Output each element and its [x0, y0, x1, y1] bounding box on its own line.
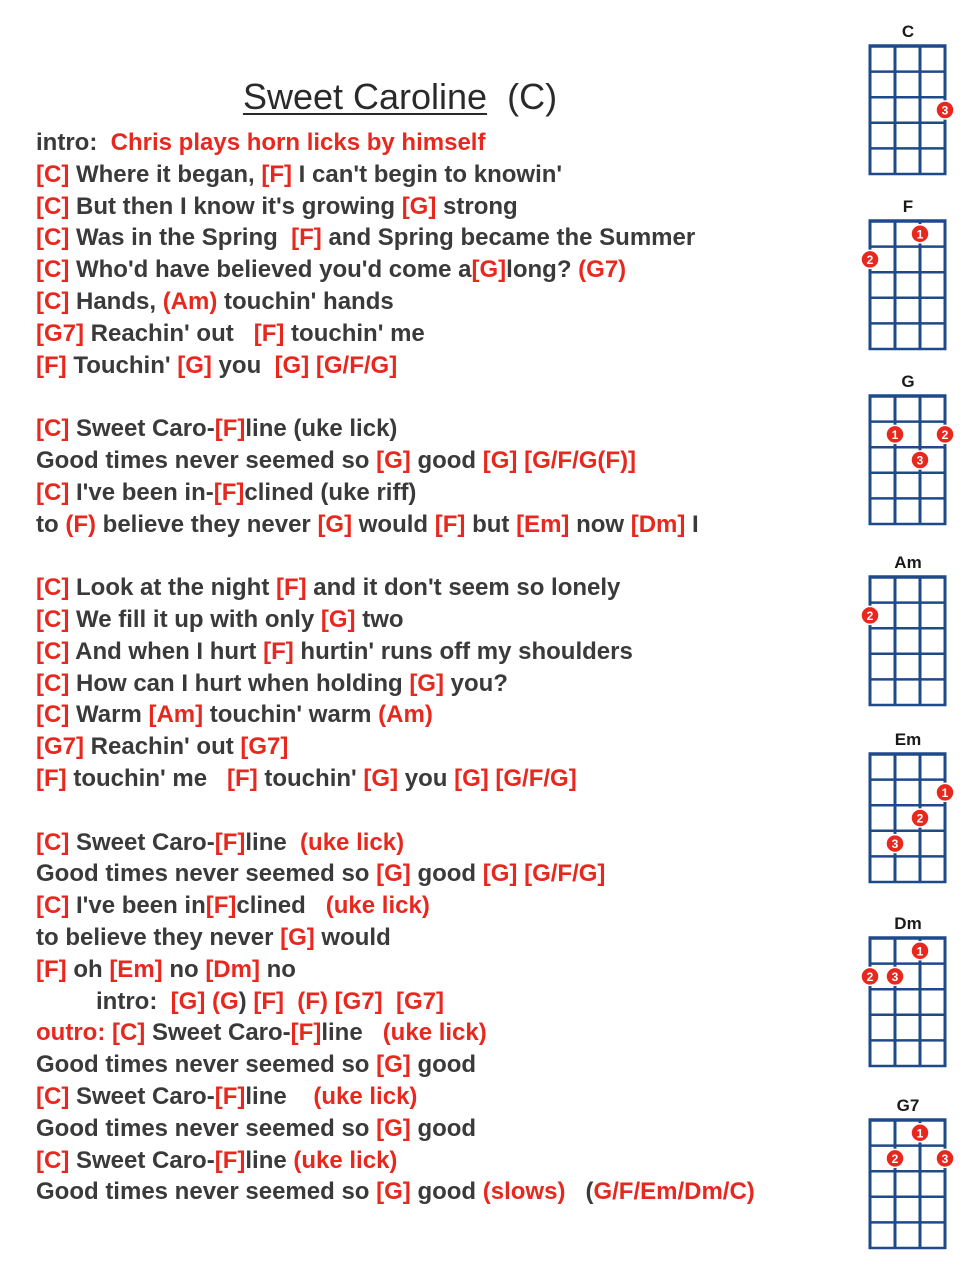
finger-number: 1: [916, 227, 924, 242]
chord-mark: [G7]: [36, 319, 84, 347]
lyric-text: line (uke lick): [245, 415, 398, 443]
finger-dot: [911, 942, 929, 960]
lyric-text: line: [245, 1146, 294, 1174]
finger-dot: [886, 425, 904, 443]
lyric-text: no: [259, 955, 296, 983]
chord-mark: [F]: [36, 351, 67, 379]
lyric-line: [36, 127, 485, 159]
lyric-text: ): [238, 987, 254, 1015]
chord-mark: (G7): [578, 256, 627, 284]
lyric-line: [36, 318, 425, 350]
chord-diagram: [858, 197, 980, 367]
lyric-text: you: [398, 765, 455, 792]
chord-mark: [G7]: [240, 733, 289, 761]
chord-mark: [C]: [36, 606, 70, 633]
lyric-text: Sweet Caro-: [69, 828, 215, 856]
chord-mark: [G]: [409, 669, 444, 697]
lyric-text: touchin' me: [66, 765, 228, 792]
chord-mark: [G]: [280, 924, 315, 951]
lyric-text: line: [245, 828, 301, 856]
lyric-line: [36, 986, 444, 1018]
chord-mark: [F]: [290, 1019, 322, 1047]
lyric-text: strong: [436, 192, 518, 220]
lyric-text: Who'd have believed you'd come a: [69, 256, 472, 284]
chord-mark: [Dm]: [205, 955, 260, 983]
lyric-text: good: [410, 447, 483, 474]
title-key: (C): [507, 76, 558, 117]
finger-dot: [911, 451, 929, 469]
lyric-text: Look at the night: [69, 574, 276, 602]
chord-diagram-column: [858, 0, 980, 1279]
finger-number: 2: [916, 811, 924, 826]
finger-dot: [886, 1149, 904, 1167]
finger-number: 2: [866, 608, 874, 623]
chord-mark: [F] (F) [G7] [G7]: [253, 987, 444, 1015]
chord-mark: [C]: [36, 1146, 70, 1174]
lyric-text: would: [352, 510, 435, 538]
lyric-line: [36, 1017, 487, 1049]
lyric-text: Sweet Caro-: [69, 1083, 215, 1110]
chord-mark: [C]: [36, 288, 70, 315]
chord-fretboard: [858, 934, 968, 1074]
lyric-line: [36, 286, 394, 318]
lyric-text: Reachin' out: [84, 733, 241, 761]
finger-dot: [886, 967, 904, 985]
lyric-text: intro:: [36, 129, 111, 156]
lyric-text: line: [321, 1019, 383, 1047]
lyric-line: [36, 191, 518, 223]
chord-mark: [C]: [36, 701, 70, 729]
chord-mark: [F]: [36, 765, 67, 792]
lyric-text: and it don't seem so lonely: [306, 574, 621, 602]
chord-mark: [C]: [36, 478, 70, 506]
lyric-line: [36, 350, 397, 382]
chord-mark: G/F/Em/Dm/C): [593, 1178, 755, 1206]
lyric-text: Sweet Caro-: [69, 1146, 215, 1174]
lyric-line: [36, 509, 699, 541]
chord-mark: [G]: [317, 510, 353, 538]
chord-mark: [G] (G: [170, 987, 239, 1015]
song-title: [0, 76, 800, 118]
chord-mark: (uke lick): [300, 828, 405, 856]
lyric-text: Sweet Caro-: [145, 1019, 291, 1047]
lyric-text: And when I hurt: [69, 637, 264, 665]
chord-mark: (Am): [162, 288, 218, 315]
lyric-text: touchin' hands: [217, 288, 394, 315]
lyric-text: Warm: [69, 701, 149, 729]
lyric-text: and Spring became the Summer: [321, 224, 696, 252]
chord-mark: [C]: [36, 574, 70, 602]
lyric-text: But then I know it's growing: [69, 192, 402, 220]
chord-mark: [G]: [401, 192, 437, 220]
chord-mark: (slows): [482, 1178, 566, 1206]
finger-dot: [861, 967, 879, 985]
lyric-text: long?: [506, 256, 579, 284]
chord-mark: [G] [G/F/G]: [454, 765, 577, 792]
finger-dot: [936, 783, 954, 801]
chord-mark: [F]: [227, 765, 258, 792]
lyric-text: Good times never seemed so: [36, 447, 377, 474]
chord-diagram-name: Dm: [894, 914, 922, 933]
lyric-text: line: [245, 1083, 314, 1110]
finger-dot: [911, 225, 929, 243]
chord-mark: [G]: [376, 1051, 411, 1079]
lyric-text: but: [465, 510, 517, 538]
finger-number: 1: [916, 944, 924, 959]
lyric-text: I've been in-: [69, 478, 214, 506]
chord-mark: [F]: [261, 160, 293, 188]
chord-mark: [F]: [36, 955, 67, 983]
lyric-text: Good times never seemed so: [36, 1051, 377, 1079]
chord-fretboard: [858, 573, 968, 713]
lyric-text: good: [410, 1114, 477, 1142]
finger-number: 2: [866, 252, 874, 267]
lyric-text: clined (uke riff): [244, 478, 417, 506]
chord-mark: [G]: [376, 447, 411, 474]
chord-mark: [C]: [36, 1083, 70, 1110]
lyric-line: [36, 668, 508, 700]
finger-number: 3: [916, 453, 924, 468]
chord-diagram: [858, 730, 980, 900]
finger-number: 2: [891, 1151, 899, 1166]
finger-number: 3: [941, 1151, 949, 1166]
finger-dot: [936, 1149, 954, 1167]
finger-number: 3: [891, 969, 899, 984]
finger-number: 2: [941, 427, 949, 442]
chord-mark: [C]: [36, 160, 70, 188]
lyric-text: We fill it up with only: [69, 606, 321, 633]
lyric-text: Reachin' out: [84, 319, 254, 347]
finger-dot: [936, 425, 954, 443]
chord-fretboard: [858, 1116, 968, 1256]
lyric-line: [36, 827, 404, 859]
chord-mark: [C]: [36, 224, 70, 252]
chord-mark: [G] [G/F/G(F)]: [482, 447, 637, 474]
chord-mark: [G] [G/F/G]: [482, 860, 606, 888]
finger-dot: [886, 835, 904, 853]
finger-dot: [911, 809, 929, 827]
lyric-text: would: [314, 924, 391, 951]
chord-diagram: [858, 1096, 980, 1266]
lyric-line: [36, 858, 605, 890]
chord-diagram-name: Am: [894, 553, 922, 572]
finger-dot: [861, 606, 879, 624]
lyric-text: believe they never: [95, 510, 318, 538]
chord-mark: [C]: [36, 637, 70, 665]
lyric-line: [36, 572, 620, 604]
lyric-line: [36, 445, 636, 477]
lyric-text: to: [36, 510, 66, 538]
lyric-line: [36, 413, 397, 445]
lyric-line: [36, 254, 626, 286]
chord-mark: [F]: [263, 637, 294, 665]
lyric-text: intro:: [36, 987, 171, 1015]
lyric-text: touchin' me: [284, 319, 425, 347]
chord-fretboard: [858, 217, 968, 357]
chord-mark: [Am]: [148, 701, 204, 729]
finger-dot: [936, 101, 954, 119]
lyric-line: [36, 1081, 417, 1113]
finger-dot: [911, 1124, 929, 1142]
lyric-line: [36, 731, 288, 763]
lyric-line: [36, 763, 577, 795]
lyric-text: clined: [236, 892, 326, 920]
chord-mark: [F]: [253, 319, 285, 347]
lyric-text: good: [410, 1178, 483, 1206]
chord-mark: [F]: [291, 224, 322, 252]
chord-mark: Chris plays horn licks by himself: [110, 129, 486, 156]
lyric-text: now: [569, 510, 631, 538]
lyric-line: [36, 636, 633, 668]
chord-mark: [Em]: [516, 510, 570, 538]
chord-diagram: [858, 553, 980, 723]
chord-mark: [Em]: [109, 955, 163, 983]
chord-diagram-name: G7: [896, 1096, 920, 1115]
chord-mark: [C]: [36, 828, 70, 856]
lyric-text: How can I hurt when holding: [69, 669, 410, 697]
chord-mark: [G]: [363, 765, 399, 792]
lyric-text: touchin' warm: [203, 701, 379, 729]
chord-mark: [G]: [320, 606, 356, 633]
chord-mark: (Am): [378, 701, 433, 729]
chord-mark: [Dm]: [630, 510, 686, 538]
chord-mark: [C]: [36, 415, 70, 443]
lyric-line: [36, 954, 296, 986]
lyric-text: touchin': [257, 765, 364, 792]
chord-mark: [G]: [177, 351, 212, 379]
finger-dot: [861, 250, 879, 268]
lyric-text: Where it began,: [69, 160, 262, 188]
chord-mark: [F]: [214, 415, 246, 443]
chord-fretboard: [858, 42, 968, 182]
chord-diagram: [858, 914, 980, 1084]
finger-number: 1: [916, 1126, 924, 1141]
chord-mark: [G]: [376, 1114, 411, 1142]
lyric-line: [36, 604, 404, 636]
lyric-text: Touchin': [66, 351, 178, 379]
chord-mark: (F): [65, 510, 96, 538]
lyric-text: good: [410, 860, 483, 888]
chord-mark: (uke lick): [313, 1083, 418, 1110]
lyric-text: oh: [66, 955, 110, 983]
lyric-text: two: [355, 606, 404, 633]
lyric-text: no: [162, 955, 206, 983]
lyric-line: [36, 1176, 755, 1208]
lyric-text: Good times never seemed so: [36, 860, 377, 888]
chord-mark: [G]: [471, 256, 507, 284]
lyric-text: you?: [443, 669, 508, 697]
lyric-text: (: [565, 1178, 594, 1206]
chord-mark: outro: [C]: [36, 1019, 146, 1047]
chord-mark: [F]: [214, 1146, 246, 1174]
lyric-line: [36, 1113, 476, 1145]
title-name: Sweet Caroline: [242, 76, 488, 117]
lyric-text: Sweet Caro-: [69, 415, 215, 443]
chord-mark: [C]: [36, 192, 70, 220]
lyric-line: [36, 477, 416, 509]
chord-fretboard: [858, 392, 968, 532]
lyric-line: [36, 922, 391, 954]
chord-mark: [G] [G/F/G]: [274, 351, 398, 379]
lyric-text: I: [685, 510, 699, 538]
chord-mark: [F]: [213, 478, 245, 506]
chord-mark: [F]: [214, 828, 246, 856]
lyric-text: good: [410, 1051, 477, 1079]
chord-mark: [G7]: [36, 733, 84, 761]
lyric-text: Good times never seemed so: [36, 1114, 377, 1142]
chord-diagram-name: F: [902, 197, 914, 216]
lyric-text: I can't begin to knowin': [292, 160, 563, 188]
chord-mark: [C]: [36, 669, 70, 697]
chord-mark: [F]: [275, 574, 307, 602]
lyric-text: hurtin' runs off my shoulders: [293, 637, 633, 665]
chord-mark: [C]: [36, 892, 70, 920]
lyric-text: to believe they never: [36, 924, 281, 951]
lyric-text: Good times never seemed so: [36, 1178, 377, 1206]
chord-mark: [F]: [214, 1083, 246, 1110]
lyric-text: Was in the Spring: [69, 224, 292, 252]
chord-fretboard: [858, 750, 968, 890]
chord-mark: [F]: [205, 892, 237, 920]
lyric-line: [36, 222, 695, 254]
chord-diagram-name: C: [901, 22, 915, 41]
lyric-text: you: [211, 351, 275, 379]
lyric-line: [36, 699, 433, 731]
finger-number: 3: [941, 103, 949, 118]
chord-mark: (uke lick): [325, 892, 430, 920]
lyric-line: [36, 890, 430, 922]
lyric-line: [36, 159, 562, 191]
finger-number: 2: [866, 969, 874, 984]
chord-diagram-name: Em: [894, 730, 922, 749]
chord-mark: [G]: [376, 860, 411, 888]
chord-diagram: [858, 22, 980, 192]
lyric-text: Hands,: [69, 288, 163, 315]
lyric-text: I've been in: [69, 892, 206, 920]
chord-diagram: [858, 372, 980, 542]
chord-mark: [G]: [376, 1178, 411, 1206]
lyric-line: [36, 1049, 476, 1081]
chord-mark: (uke lick): [293, 1146, 398, 1174]
chord-mark: (uke lick): [382, 1019, 487, 1047]
finger-number: 1: [891, 427, 899, 442]
chord-mark: [C]: [36, 256, 70, 284]
chord-mark: [F]: [434, 510, 466, 538]
finger-number: 3: [891, 837, 899, 852]
lyric-line: [36, 1145, 397, 1177]
chord-diagram-name: G: [901, 372, 915, 391]
finger-number: 1: [941, 785, 949, 800]
